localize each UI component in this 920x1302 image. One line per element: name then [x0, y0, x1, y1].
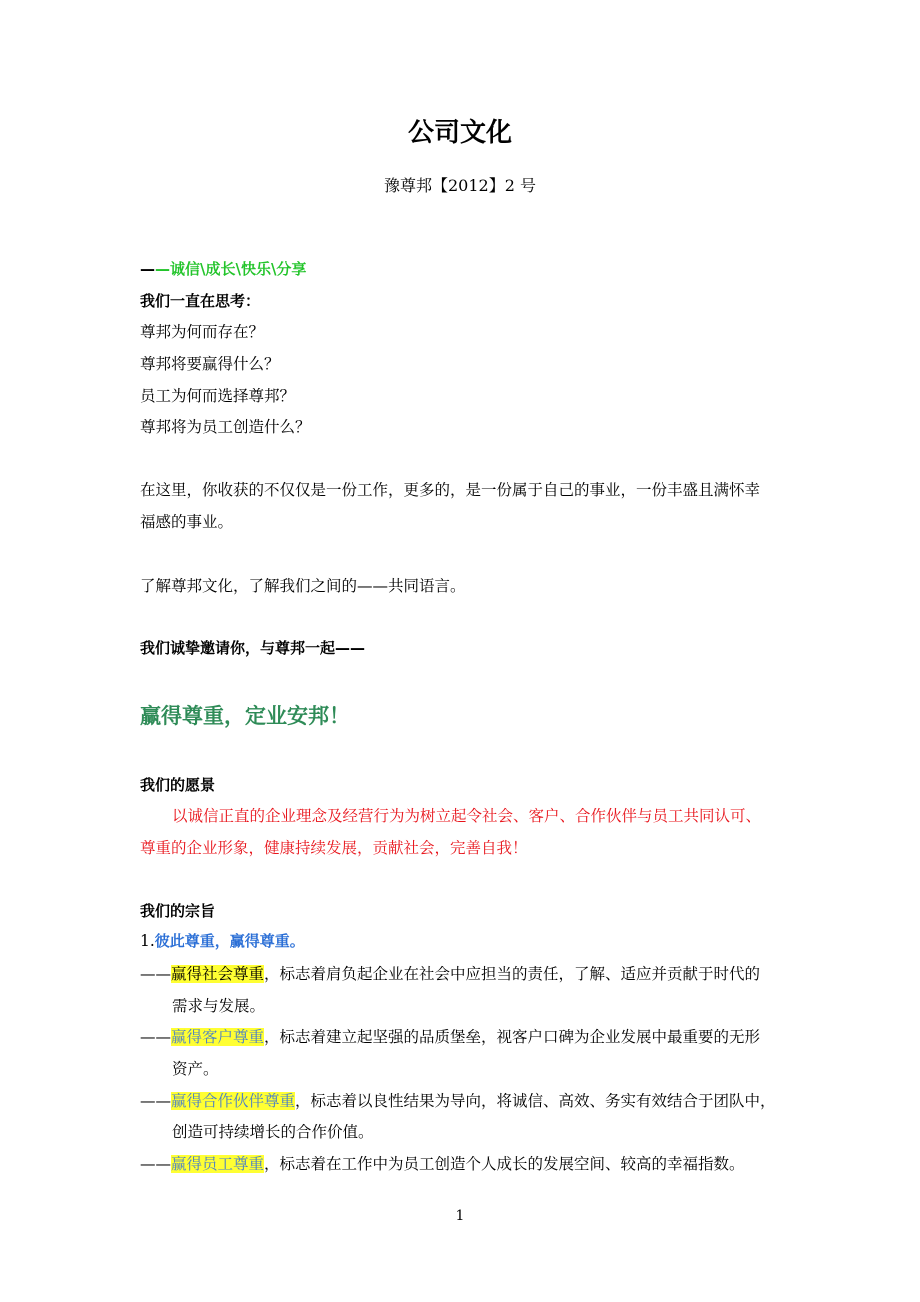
intro-line-2: 福感的事业。 — [140, 513, 234, 531]
purpose-item-number: 1. — [140, 932, 155, 950]
entry-highlight: 赢得合作伙伴尊重 — [171, 1092, 296, 1110]
purpose-heading: 我们的宗旨 — [140, 902, 216, 920]
vision-heading: 我们的愿景 — [140, 776, 216, 794]
question-3: 员工为何而选择尊邦？ — [140, 387, 296, 405]
slogan-dash: — — [140, 260, 155, 278]
entry-text: ，标志着以良性结果为导向，将诚信、高效、务实有效结合于团队中， — [295, 1092, 776, 1110]
entry-highlight: 赢得社会尊重 — [171, 965, 265, 983]
vision-line-2: 尊重的企业形象，健康持续发展，贡献社会，完善自我！ — [140, 839, 528, 857]
entry-continuation: 需求与发展。 — [172, 997, 266, 1015]
entry-highlight: 赢得客户尊重 — [171, 1028, 265, 1046]
slogan — [140, 258, 306, 279]
entry-dash: —— — [140, 1028, 171, 1046]
slogan-text: —诚信\成长\快乐\分享 — [155, 260, 307, 278]
question-1: 尊邦为何而存在？ — [140, 323, 265, 341]
invite-text: 我们诚挚邀请你，与尊邦一起—— — [140, 639, 366, 657]
entry-text: ，标志着肩负起企业在社会中应担当的责任，了解、适应并贡献于时代的 — [264, 965, 761, 983]
purpose-item — [140, 930, 305, 951]
purpose-item-title: 彼此尊重，赢得尊重。 — [154, 932, 305, 950]
intro-line-1: 在这里，你收获的不仅仅是一份工作，更多的，是一份属于自己的事业，一份丰盛且满怀幸 — [140, 481, 761, 499]
purpose-entry — [140, 1089, 776, 1111]
entry-continuation: 资产。 — [172, 1060, 219, 1078]
entry-text: ，标志着建立起坚强的品质堡垒，视客户口碑为企业发展中最重要的无形 — [264, 1028, 761, 1046]
purpose-entry — [140, 1152, 745, 1174]
vision-line-1: 以诚信正直的企业理念及经营行为为树立起令社会、客户、合作伙伴与员工共同认可、 — [172, 807, 762, 825]
thinking-heading: 我们一直在思考： — [140, 292, 261, 310]
motto: 赢得尊重，定业安邦！ — [140, 704, 350, 728]
entry-highlight: 赢得员工尊重 — [171, 1155, 265, 1173]
entry-text: ，标志着在工作中为员工创造个人成长的发展空间、较高的幸福指数。 — [264, 1155, 745, 1173]
question-2: 尊邦将要赢得什么？ — [140, 355, 280, 373]
entry-dash: —— — [140, 1155, 171, 1173]
question-4: 尊邦将为员工创造什么？ — [140, 418, 311, 436]
understand-text: 了解尊邦文化，了解我们之间的——共同语言。 — [140, 577, 466, 595]
entry-dash: —— — [140, 1092, 171, 1110]
purpose-entry — [140, 962, 760, 984]
page-title: 公司文化 — [407, 118, 512, 148]
document-number: 豫尊邦【2012】2 号 — [384, 176, 536, 195]
page-number: 1 — [455, 1208, 465, 1224]
purpose-entry — [140, 1025, 760, 1047]
entry-continuation: 创造可持续增长的合作价值。 — [172, 1123, 374, 1141]
entry-dash: —— — [140, 965, 171, 983]
